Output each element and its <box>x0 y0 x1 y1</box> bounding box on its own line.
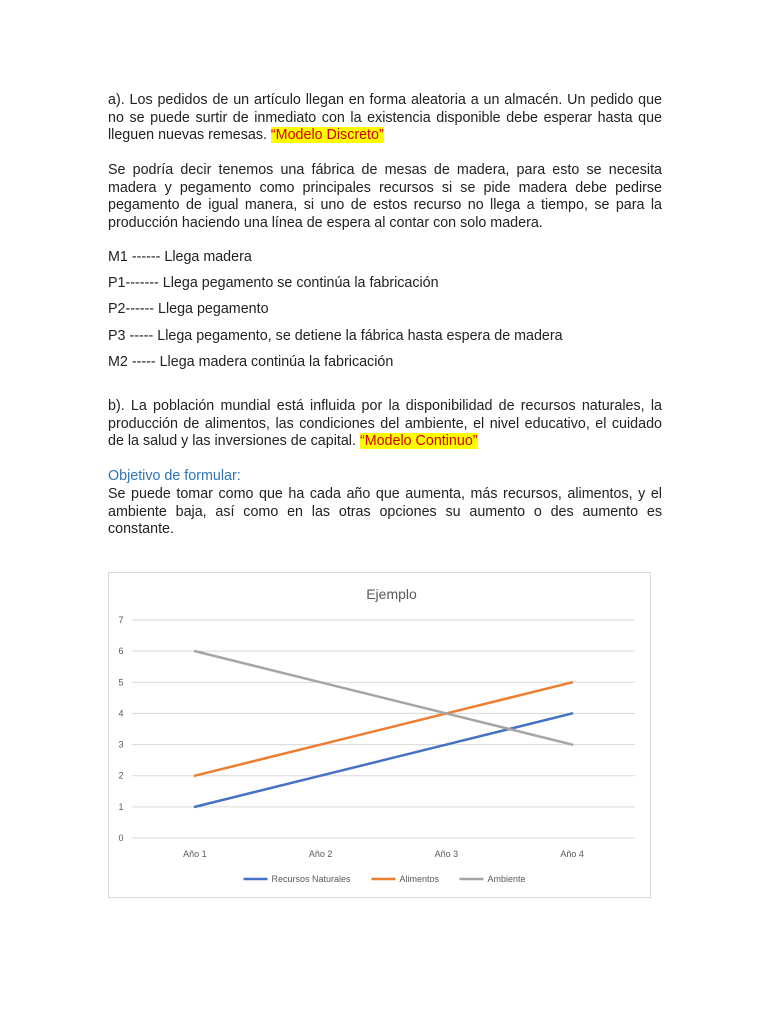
paragraph-section-a <box>108 92 662 145</box>
section-a-text: a). Los pedidos de un artículo llegan en forma aleatoria a un almacén. Un pedido que no se puede surtir de inmediato con la existencia disponible debe esperar hasta que lleguen nuevas remesas. <box>108 92 662 143</box>
y-tick-label: 4 <box>118 708 124 719</box>
x-tick-label: Año 4 <box>560 849 584 859</box>
series-line <box>195 651 572 744</box>
line-chart <box>108 572 651 898</box>
paragraph-example: Se podría decir tenemos una fábrica de mesas de madera, para esto se necesita madera y pegamento como principales recursos si se pide madera debe pedirse pegamento de igual manera, si uno de estos recurso no llega a tiempo, se para la producción haciendo una línea de espera al contar con solo madera. <box>108 162 662 231</box>
series-line <box>195 713 572 806</box>
y-tick-label: 2 <box>118 770 124 781</box>
legend-label: Ambiente <box>487 874 526 884</box>
legend-label: Alimentos <box>399 874 440 884</box>
y-tick-label: 0 <box>118 833 124 843</box>
x-tick-label: Año 1 <box>183 849 207 859</box>
x-tick-label: Año 2 <box>308 849 333 859</box>
series-line <box>195 682 572 775</box>
event-line: P1------- Llega pegamento se continúa la fabricación <box>108 275 439 291</box>
highlight-modelo-continuo: “Modelo Continuo” <box>359 433 478 449</box>
objective-text: Se puede tomar como que ha cada año que aumenta, más recursos, alimentos, y el ambiente baja, así como en las otras opciones su aumento o des aumento es constante. <box>108 486 662 537</box>
objective-heading: Objetivo de formular: <box>108 468 241 484</box>
event-line: P2------ Llega pegamento <box>108 301 269 317</box>
y-tick-label: 1 <box>118 801 124 812</box>
event-line: P3 ----- Llega pegamento, se detiene la fábrica hasta espera de madera <box>108 328 563 344</box>
y-tick-label: 6 <box>118 646 124 657</box>
y-tick-label: 7 <box>118 615 124 625</box>
highlight-modelo-discreto: “Modelo Discreto” <box>270 127 384 143</box>
event-line: M2 ----- Llega madera continúa la fabricación <box>108 354 394 370</box>
chart-title: Ejemplo <box>366 586 417 602</box>
y-tick-label: 5 <box>118 677 124 688</box>
chart-canvas <box>109 573 650 897</box>
x-tick-label: Año 3 <box>434 849 459 859</box>
event-line: M1 ------ Llega madera <box>108 249 252 265</box>
legend-label: Recursos Naturales <box>271 874 351 884</box>
paragraph-section-b <box>108 398 662 451</box>
section-b-text: b). La población mundial está influida por la disponibilidad de recursos naturales, la producción de alimentos, las condiciones del ambiente, el nivel educativo, el cuidado de la salud y las inversiones de capital. <box>108 398 662 449</box>
y-tick-label: 3 <box>118 739 124 750</box>
